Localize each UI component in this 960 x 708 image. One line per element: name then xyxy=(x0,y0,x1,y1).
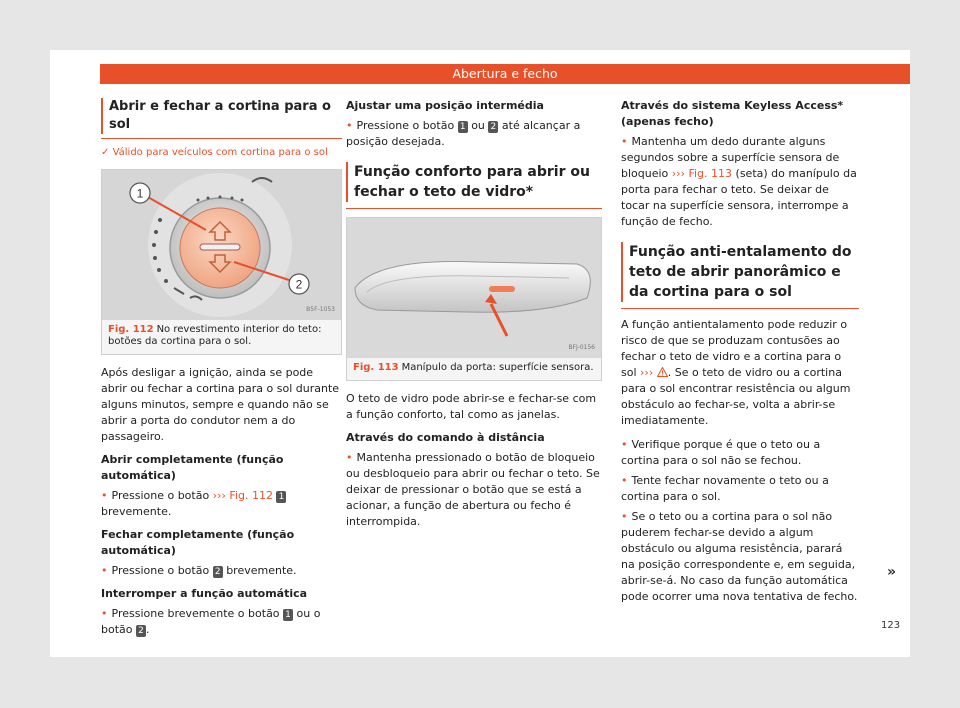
figure-caption: Fig. 113 Manípulo da porta: superfície sensora. xyxy=(353,362,594,373)
step-close-fully: • Pressione o botão 2 brevemente. xyxy=(101,564,297,577)
door-handle-illustration xyxy=(347,218,601,358)
section-rule xyxy=(621,308,859,309)
step-intermediate: • Pressione o botão 1 ou 2 até alcançar a posição desejada. xyxy=(346,119,581,148)
intro-paragraph: Após desligar a ignição, ainda se pode abrir ou fechar a cortina para o sol durante alguns minutos, sempre e quando não se abrir a porta do condutor nem a do passageiro. xyxy=(101,366,340,443)
bullet-icon: • xyxy=(101,489,108,502)
figure-code: BFJ-0156 xyxy=(568,344,595,351)
figure-caption: Fig. 112 No revestimento interior do teto: botões da cortina para o sol. xyxy=(108,324,322,347)
figure-number: Fig. 112 xyxy=(108,324,154,335)
figure-113-image xyxy=(347,218,601,358)
column-3 xyxy=(621,96,859,605)
figure-reference-link[interactable]: ››› Fig. 113 xyxy=(671,167,733,180)
heading-remote: Através do comando à distância xyxy=(346,431,545,444)
label-2: 2 xyxy=(295,277,303,292)
step-interrupt: • Pressione brevemente o botão 1 ou o botão 2 . xyxy=(101,607,321,636)
bullet-icon: • xyxy=(101,564,108,577)
figure-113 xyxy=(346,217,602,381)
step-keyless: • Mantenha um dedo durante alguns segundos sobre a superfície sensora de bloqueio ››› Fig. 113 (seta) do manípulo da porta para fechar o teto. Se deixar de tocar na superfície sensora, interrompe a função de fecho. xyxy=(621,135,857,228)
list-item: • Tente fechar novamente o teto ou a cortina para o sol. xyxy=(621,474,829,503)
bullet-icon: • xyxy=(621,474,628,487)
antitrap-paragraph: A função antientalamento pode reduzir o risco de que se produzam contusões ao fechar o teto de vidro e a cortina para o sol ››› . Se o teto de vidro ou a cortina para o sol encontrar resistência ou algum obstáculo ao fechar-se, volta a abrir-se imediatamente. xyxy=(621,318,851,427)
button-number-badge: 1 xyxy=(276,491,286,503)
page-number: 123 xyxy=(881,620,901,631)
section-title-antitrap: Função anti-entalamento do teto de abrir panorâmico e da cortina para o sol xyxy=(621,242,859,302)
bullet-icon: • xyxy=(621,510,628,523)
heading-interrupt: Interromper a função automática xyxy=(101,587,308,600)
check-icon: ✓ xyxy=(101,147,110,158)
bullet-icon: • xyxy=(346,451,353,464)
bullet-icon: • xyxy=(621,438,628,451)
bullet-icon: • xyxy=(346,119,353,132)
step-remote: • Mantenha pressionado o botão de bloqueio ou desbloqueio para abrir ou fechar o teto. Se deixar de pressionar o botão que se está a acionar, a função de abertura ou fecho é interrompida. xyxy=(346,451,600,528)
section-rule xyxy=(101,138,342,139)
warning-reference-link[interactable]: ››› xyxy=(640,366,654,379)
bullet-icon: • xyxy=(621,135,628,148)
validity-note: ✓ Válido para veículos com cortina para o sol xyxy=(101,147,328,158)
heading-open-fully: Abrir completamente (função automática) xyxy=(101,453,284,482)
button-number-badge: 2 xyxy=(213,566,223,578)
continue-icon: » xyxy=(887,564,897,580)
figure-112 xyxy=(101,169,342,355)
button-number-badge: 1 xyxy=(283,609,293,621)
chapter-header: Abertura e fecho xyxy=(100,64,910,84)
figure-reference-link[interactable]: ››› Fig. 112 xyxy=(212,489,273,502)
button-number-badge: 1 xyxy=(458,121,468,133)
comfort-paragraph: O teto de vidro pode abrir-se e fechar-se com a função conforto, tal como as janelas. xyxy=(346,392,597,421)
step-open-fully: • Pressione o botão ››› Fig. 112 1 brevemente. xyxy=(101,488,342,520)
figure-112-image xyxy=(102,170,341,320)
manual-page xyxy=(50,50,910,657)
bullet-icon: • xyxy=(101,607,108,620)
list-item: • Verifique porque é que o teto ou a cortina para o sol não se fechou. xyxy=(621,438,821,467)
section-rule xyxy=(346,208,602,209)
figure-number: Fig. 113 xyxy=(353,362,399,373)
label-1: 1 xyxy=(136,186,144,201)
warning-icon xyxy=(657,367,668,377)
figure-code: B5F-1053 xyxy=(306,306,335,313)
heading-keyless: Através do sistema Keyless Access* (apenas fecho) xyxy=(621,99,844,128)
section-title-comfort: Função conforto para abrir ou fechar o teto de vidro* xyxy=(346,162,602,202)
list-item: • Se o teto ou a cortina para o sol não puderem fechar-se devido a algum obstáculo ou alguma resistência, parará na posição correspondente e, em seguida, abrir-se-á. No caso da função automática pode ocorrer uma nova tentativa de fecho. xyxy=(621,510,858,603)
column-1 xyxy=(101,96,342,638)
section-title-sunblind: Abrir e fechar a cortina para o sol xyxy=(101,98,342,134)
sunblind-buttons-illustration xyxy=(102,170,341,320)
button-number-badge: 2 xyxy=(136,625,146,637)
heading-intermediate: Ajustar uma posição intermédia xyxy=(346,99,544,112)
heading-close-fully: Fechar completamente (função automática) xyxy=(101,528,295,557)
button-number-badge: 2 xyxy=(488,121,498,133)
column-2 xyxy=(346,96,602,530)
